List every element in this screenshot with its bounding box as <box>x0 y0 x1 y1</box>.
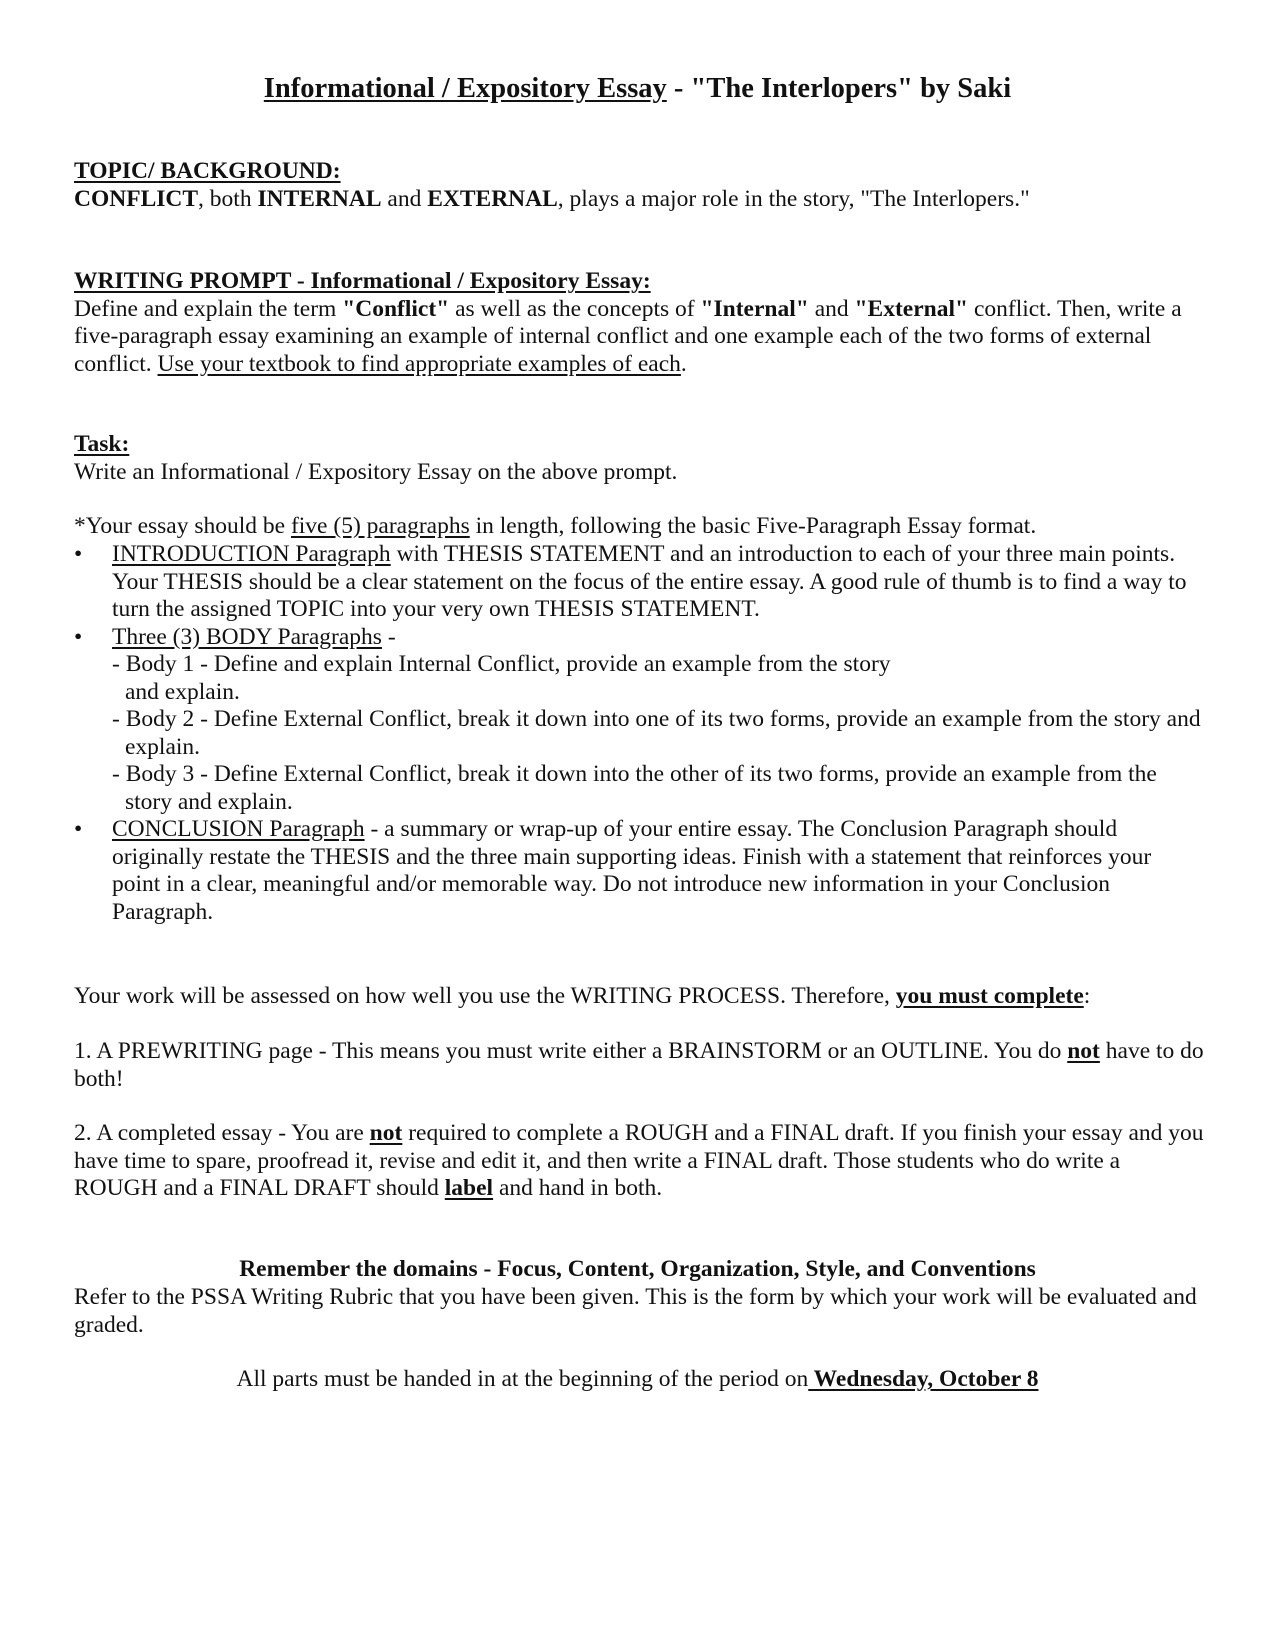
prewriting-item: 1. A PREWRITING page - This means you must write either a BRAINSTORM or an OUTLINE. You do not have to do both! <box>74 1038 1204 1092</box>
domains-text: Refer to the PSSA Writing Rubric that you have been given. This is the form by which your work will be evaluated and graded. <box>74 1284 1197 1338</box>
deadline-note: All parts must be handed in at the beginning of the period on Wednesday, October 8 <box>236 1366 1039 1392</box>
topic-section <box>74 158 1204 213</box>
topic-heading: TOPIC/ BACKGROUND: <box>74 158 341 184</box>
body-item-1: - Body 1 - Define and explain Internal Conflict, provide an example from the story and explain. <box>112 651 891 705</box>
prompt-text: Define and explain the term "Conflict" as well as the concepts of "Internal" and "External" conflict. Then, write a five-paragraph essay examining an example of internal conflict and one example each of the two forms of external conflict. Use your textbook to find appropriate examples of each. <box>74 295 1182 377</box>
intro-bullet: • INTRODUCTION Paragraph with THESIS STATEMENT and an introduction to each of your three main points. Your THESIS should be a clear statement on the focus of the entire essay. A good rule of thumb is to find a way to turn the assigned TOPIC into your very own THESIS STATEMENT. <box>74 541 1187 622</box>
essay-item: 2. A completed essay - You are not required to complete a ROUGH and a FINAL draft. If you finish your essay and you have time to spare, proofread it, revise and edit it, and then write a FINAL draft. Those students who do write a ROUGH and a FINAL DRAFT should label and hand in both. <box>74 1120 1204 1201</box>
bullet-icon: • <box>74 541 83 567</box>
task-section <box>74 431 1204 486</box>
task-text: Write an Informational / Expository Essay on the above prompt. <box>74 458 678 485</box>
conclusion-bullet: • CONCLUSION Paragraph - a summary or wrap-up of your entire essay. The Conclusion Paragraph should originally restate the THESIS and the three main supporting ideas. Finish with a statement that reinforces your point in a clear, meaningful and/or memorable way. Do not introduce new information in your Conclusion Paragraph. <box>74 816 1152 925</box>
body-item-2: - Body 2 - Define External Conflict, break it down into one of its two forms, provide an example from the story and explain. <box>112 706 1201 760</box>
topic-text: CONFLICT, both INTERNAL and EXTERNAL, plays a major role in the story, "The Interlopers." <box>74 185 1030 212</box>
title-underlined: Informational / Expository Essay <box>263 73 667 104</box>
prompt-heading: WRITING PROMPT - Informational / Expository Essay: <box>74 268 651 294</box>
length-note: *Your essay should be five (5) paragraphs in length, following the basic Five-Paragraph Essay format. <box>74 513 1037 539</box>
title-rest: - "The Interlopers" by Saki <box>666 73 1012 104</box>
document-title <box>0 72 1275 106</box>
task-heading: Task: <box>74 431 130 457</box>
prompt-section <box>74 268 1204 378</box>
bullet-icon: • <box>74 623 83 650</box>
domains-heading: Remember the domains - Focus, Content, Organization, Style, and Conventions <box>239 1256 1036 1282</box>
requirements-list <box>74 541 1204 926</box>
bullet-icon: • <box>74 816 83 842</box>
body-bullet: • Three (3) BODY Paragraphs - - Body 1 - Define and explain Internal Conflict, provide an example from the story and explain. - Body 2 - Define External Conflict, break it down into one of its two forms, provide an example from the story and explain. - Body 3 - Define External Conflict, break it down into the other of its two forms, provide an example from the story and explain. <box>74 624 1204 817</box>
body-item-3: - Body 3 - Define External Conflict, break it down into the other of its two forms, provide an example from the story and explain. <box>112 761 1157 815</box>
assessment-note: Your work will be assessed on how well you use the WRITING PROCESS. Therefore, you must complete: <box>74 983 1091 1009</box>
